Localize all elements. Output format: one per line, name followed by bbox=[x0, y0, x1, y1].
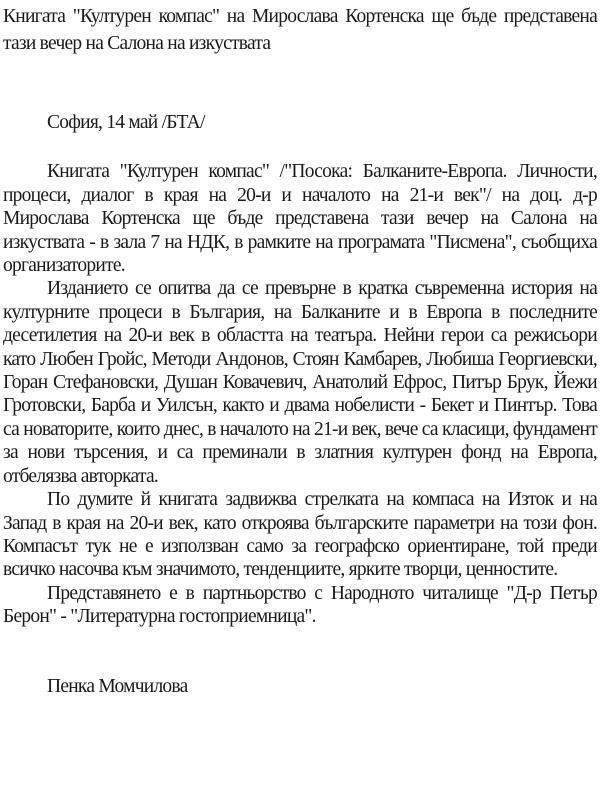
news-article bbox=[0, 3, 600, 698]
article-paragraph: По думите й книгата задвижва стрелката на компаса на Изток и на Запад в края на 20-и век, като откроява българските параметри на този фон. Компасът тук не е използван само за географско ориентиране, той преди всичко насочва към значимото, тенденциите, ярките творци, ценностите. bbox=[3, 489, 597, 581]
article-dateline: София, 14 май /БТА/ bbox=[47, 112, 205, 133]
article-paragraph: Изданието се опитва да се превърне в кратка съвременна история на културните процеси в България, на Балканите и в Европа в последните десетилетия на 20-и век в областта на театъра. Нейни герои са режисьори като Любен Гройс, Методи Андонов, Стоян Камбарев, Любиша Георгиевски, Горан Стефановски, Душан Ковачевич, Анатолий Ефрос, Питър Брук, Йежи Гротовски, Барба и Уилсън, както и двама нобелисти - Бекет и Пинтър. Това са новаторите, които днес, в началото на 21-и век, вече са класици, фундамент за нови търсения, и са преминали в златния културен фонд на Европа, отбелязва авторката. bbox=[3, 278, 597, 487]
article-author: Пенка Момчилова bbox=[47, 675, 188, 697]
article-paragraph: Представянето е в партньорство с Народното читалище "Д-р Петър Берон" - "Литературна гостоприемница". bbox=[3, 582, 597, 628]
article-title: Книгата "Културен компас" на Мирослава Кортенска ще бъде представена тази вечер на Салона на изкуствата bbox=[3, 6, 597, 54]
article-paragraph: Книгата "Културен компас" /"Посока: Балканите-Европа. Личности, процеси, диалог в края на 20-и и началото на 21-и век"/ на доц. д-р Мирослава Кортенска ще бъде представена тази вечер на Салона на изкуствата - в зала 7 на НДК, в рамките на програмата "Писмена", съобщиха организаторите. bbox=[3, 161, 597, 277]
